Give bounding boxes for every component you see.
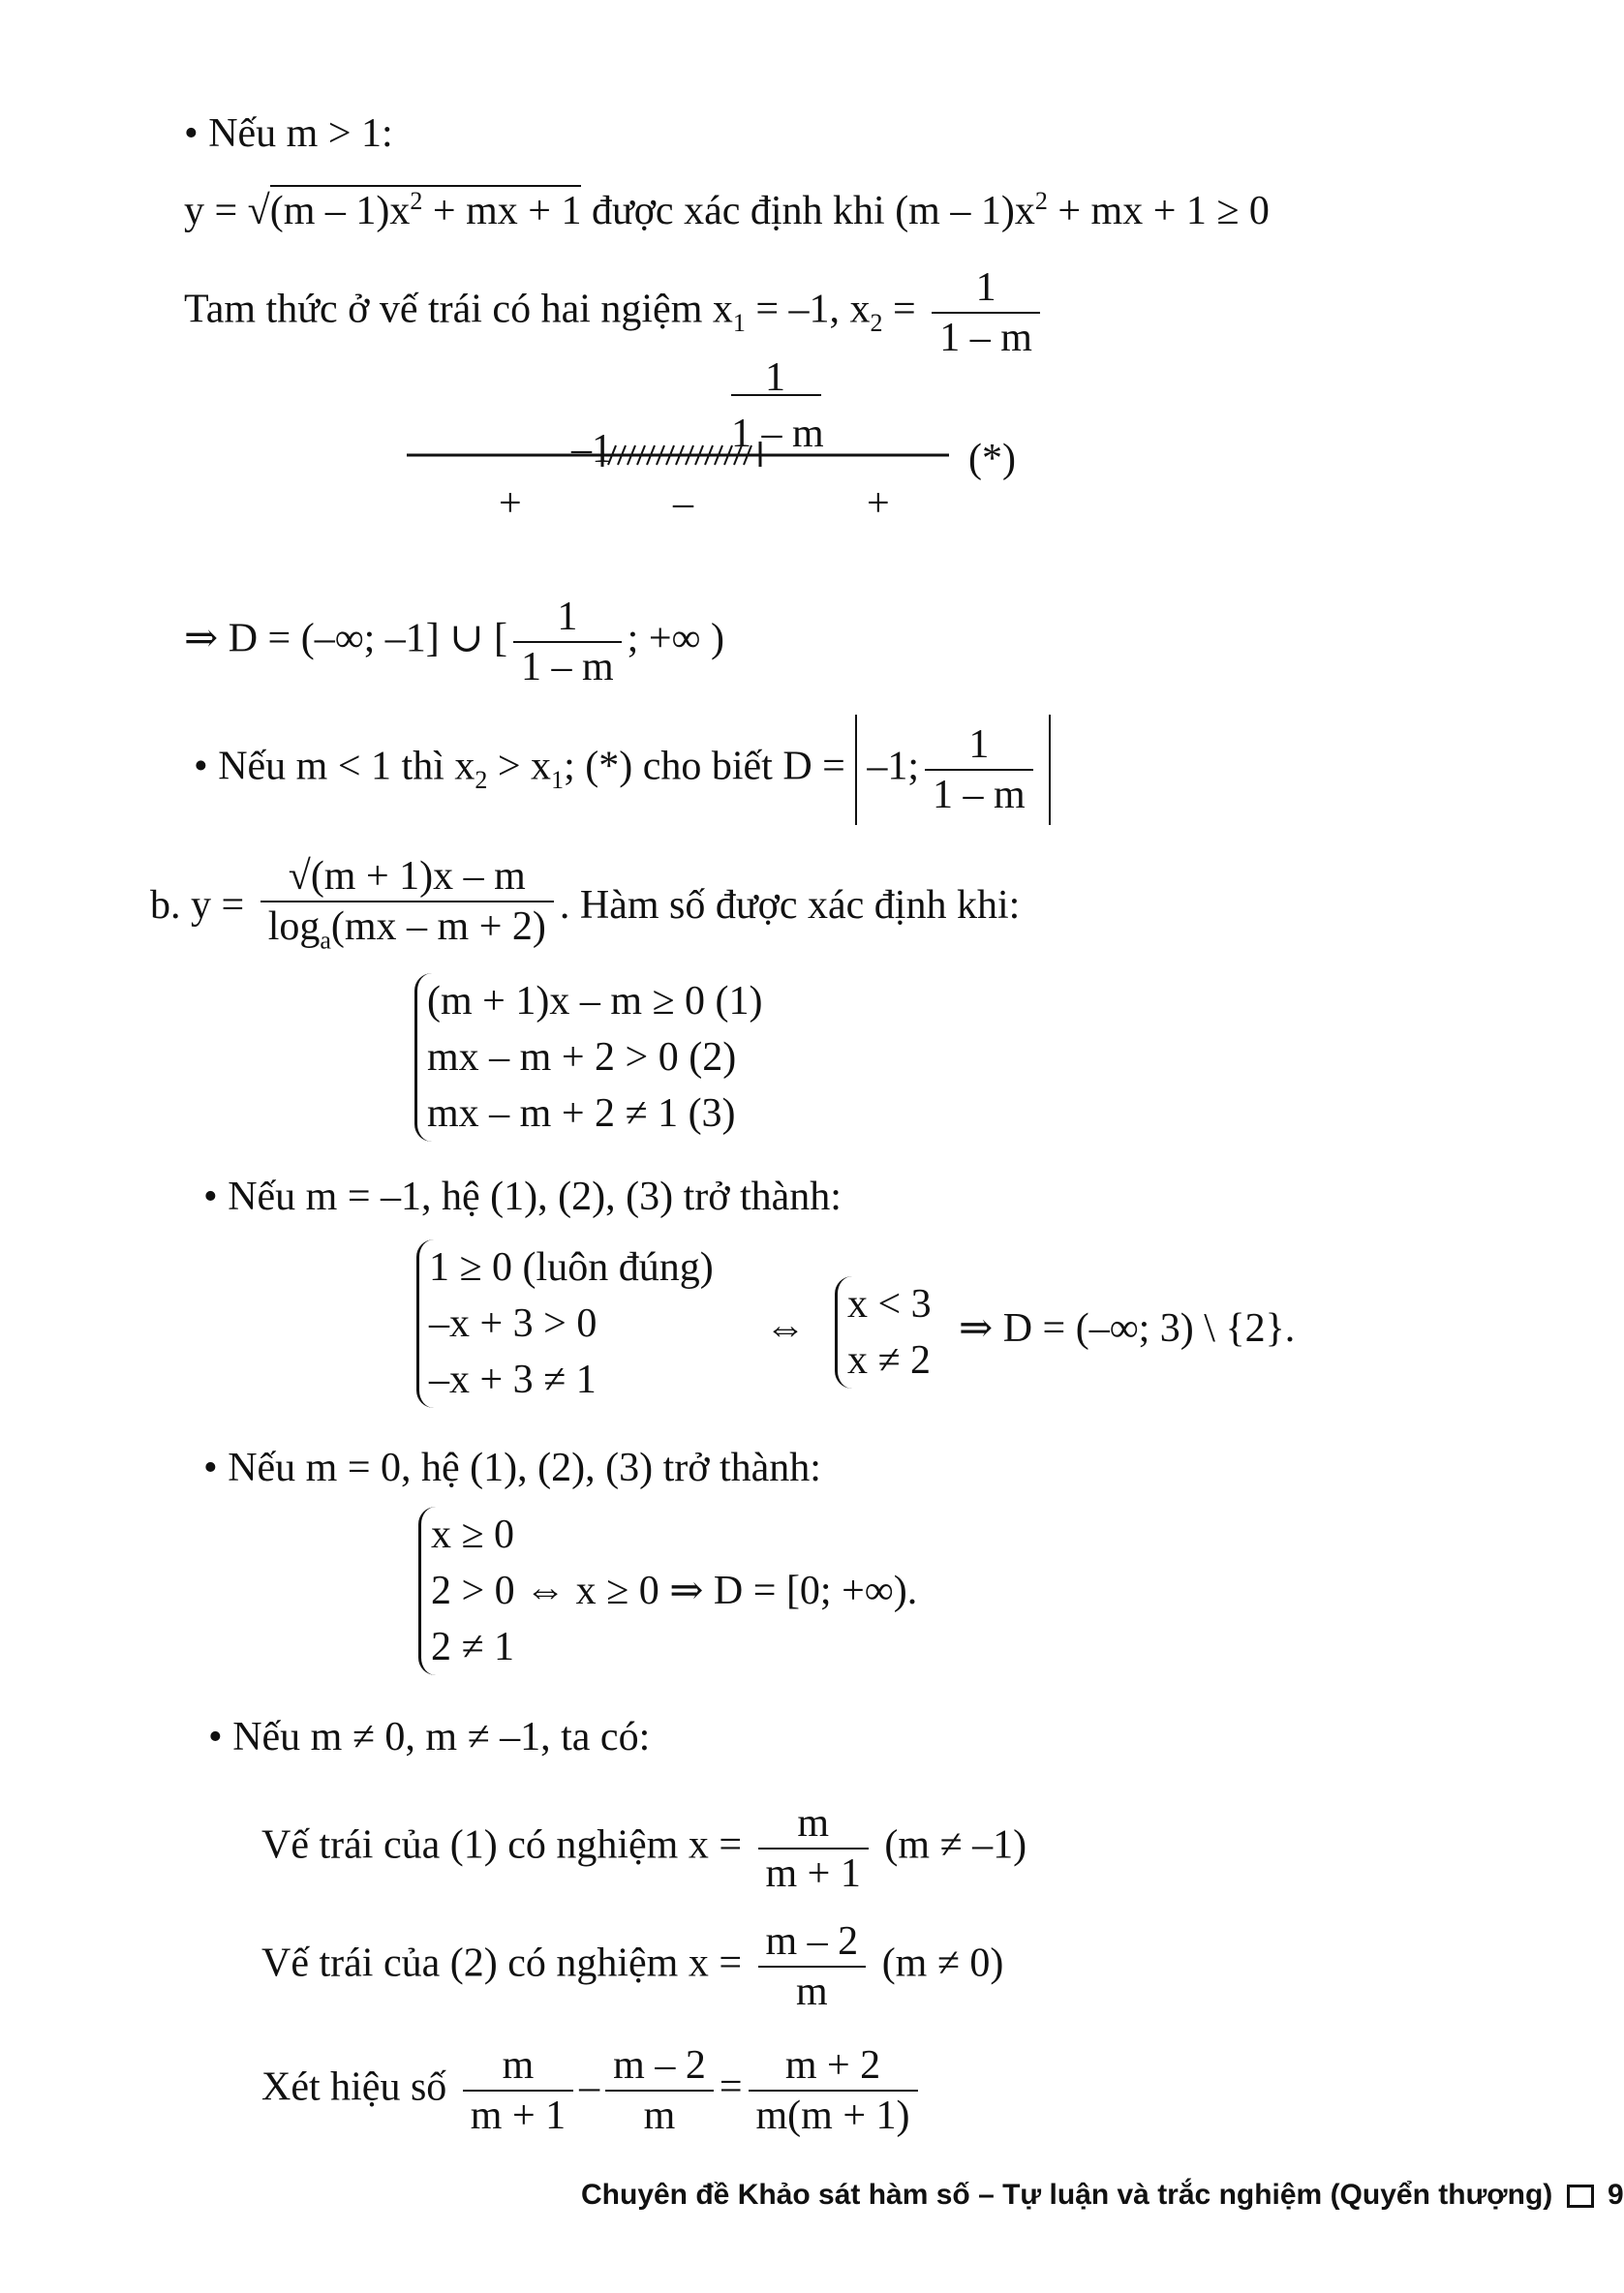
sign-plus-right: + bbox=[867, 481, 890, 526]
page-number: 9 bbox=[1607, 2179, 1624, 2211]
sign-minus: – bbox=[673, 481, 693, 526]
root-2-line: Vế trái của (2) có nghiệm x = $\frac{m - 2}{m}$ (m ≠ 0) bbox=[261, 1919, 1004, 2014]
root-1-line: Vế trái của (1) có nghiệm x = $\frac{m}{m + 1}$ (m ≠ –1) bbox=[261, 1801, 1027, 1896]
page-footer bbox=[581, 2179, 1624, 2212]
star-label: (*) bbox=[968, 437, 1016, 481]
sqrt-expr: $(m - 1)x^2$ + mx + 1 bbox=[269, 187, 582, 233]
difference-line: Xét hiệu số $\frac{m}{m + 1}$ – $\frac{m - 2}{m}$ = $\frac{m + 2}{m(m + 1)}$ bbox=[261, 2041, 924, 2140]
system-3: x < 3 x ≠ 2 bbox=[835, 1276, 932, 1389]
domain-condition-line: $y = √(m - 1)x^2$ + mx + 1 được xác định khi $(m - 1)x^2$ + mx + 1 ≥ 0 bbox=[184, 187, 1270, 233]
footer-text: Chuyên đề Khảo sát hàm số – Tự luận và trắc nghiệm (Quyển thượng) bbox=[581, 2179, 1553, 2211]
system-1: (m + 1)x – m ≥ 0 (1) mx – m + 2 > 0 (2) mx – m + 2 ≠ 1 (3) bbox=[414, 973, 763, 1142]
part-b-line: b. y = $\frac{√(m + 1)x - m}{\log_a(mx - m + 2)}$ . Hàm số được xác định khi: bbox=[150, 852, 1020, 964]
root-neg1-label: –1 bbox=[571, 427, 612, 472]
iff-symbol: ⇔ bbox=[765, 1306, 806, 1351]
root2-numerator: 1 bbox=[765, 355, 785, 400]
domain-result-1: ⇒ D = (–∞; –1] ∪ [ $\frac{1}{1 - m}$ ; +∞ ) bbox=[184, 595, 724, 689]
system-2: 1 ≥ 0 (luôn đúng) –x + 3 > 0 –x + 3 ≠ 1 bbox=[416, 1239, 714, 1408]
closed-interval: –1; $\frac{1}{1 - m}$ bbox=[855, 715, 1050, 825]
roots-line: Tam thức ở vế trái có hai ngiệm $x_1 = -1$, $x_2$ = $\frac{1}{1 - m}$ bbox=[184, 263, 1046, 362]
y-eq: y = √ bbox=[184, 189, 270, 233]
root2-denominator: 1 – m bbox=[731, 412, 824, 456]
part-b-fraction: $\frac{√(m + 1)x - m}{\log_a(mx - m + 2)}$ bbox=[260, 852, 554, 964]
case-m-gt-1: • Nếu m > 1: bbox=[184, 111, 393, 156]
system-4: x ≥ 0 2 > 0 ⇔ x ≥ 0 ⇒ D = [0; +∞). 2 ≠ 1 bbox=[418, 1507, 917, 1675]
root-fraction: $\frac{1}{1 - m}$ bbox=[932, 263, 1040, 362]
case-m-lt-1: • Nếu m < 1 thì $x_2 > x_1$; (*) cho biết D = –1; $\frac{1}{1 - m}$ bbox=[194, 715, 1051, 825]
case-m-general: • Nếu m ≠ 0, m ≠ –1, ta có: bbox=[208, 1715, 651, 1759]
sign-diagram bbox=[387, 349, 1065, 523]
case-m-eq-0: • Nếu m = 0, hệ (1), (2), (3) trở thành: bbox=[203, 1446, 821, 1490]
case-m-eq-neg1: • Nếu m = –1, hệ (1), (2), (3) trở thành: bbox=[203, 1175, 842, 1219]
sign-plus-left: + bbox=[499, 481, 522, 526]
domain-result-2: ⇒ D = (–∞; 3) \ {2}. bbox=[959, 1306, 1296, 1351]
book-icon bbox=[1567, 2185, 1594, 2208]
